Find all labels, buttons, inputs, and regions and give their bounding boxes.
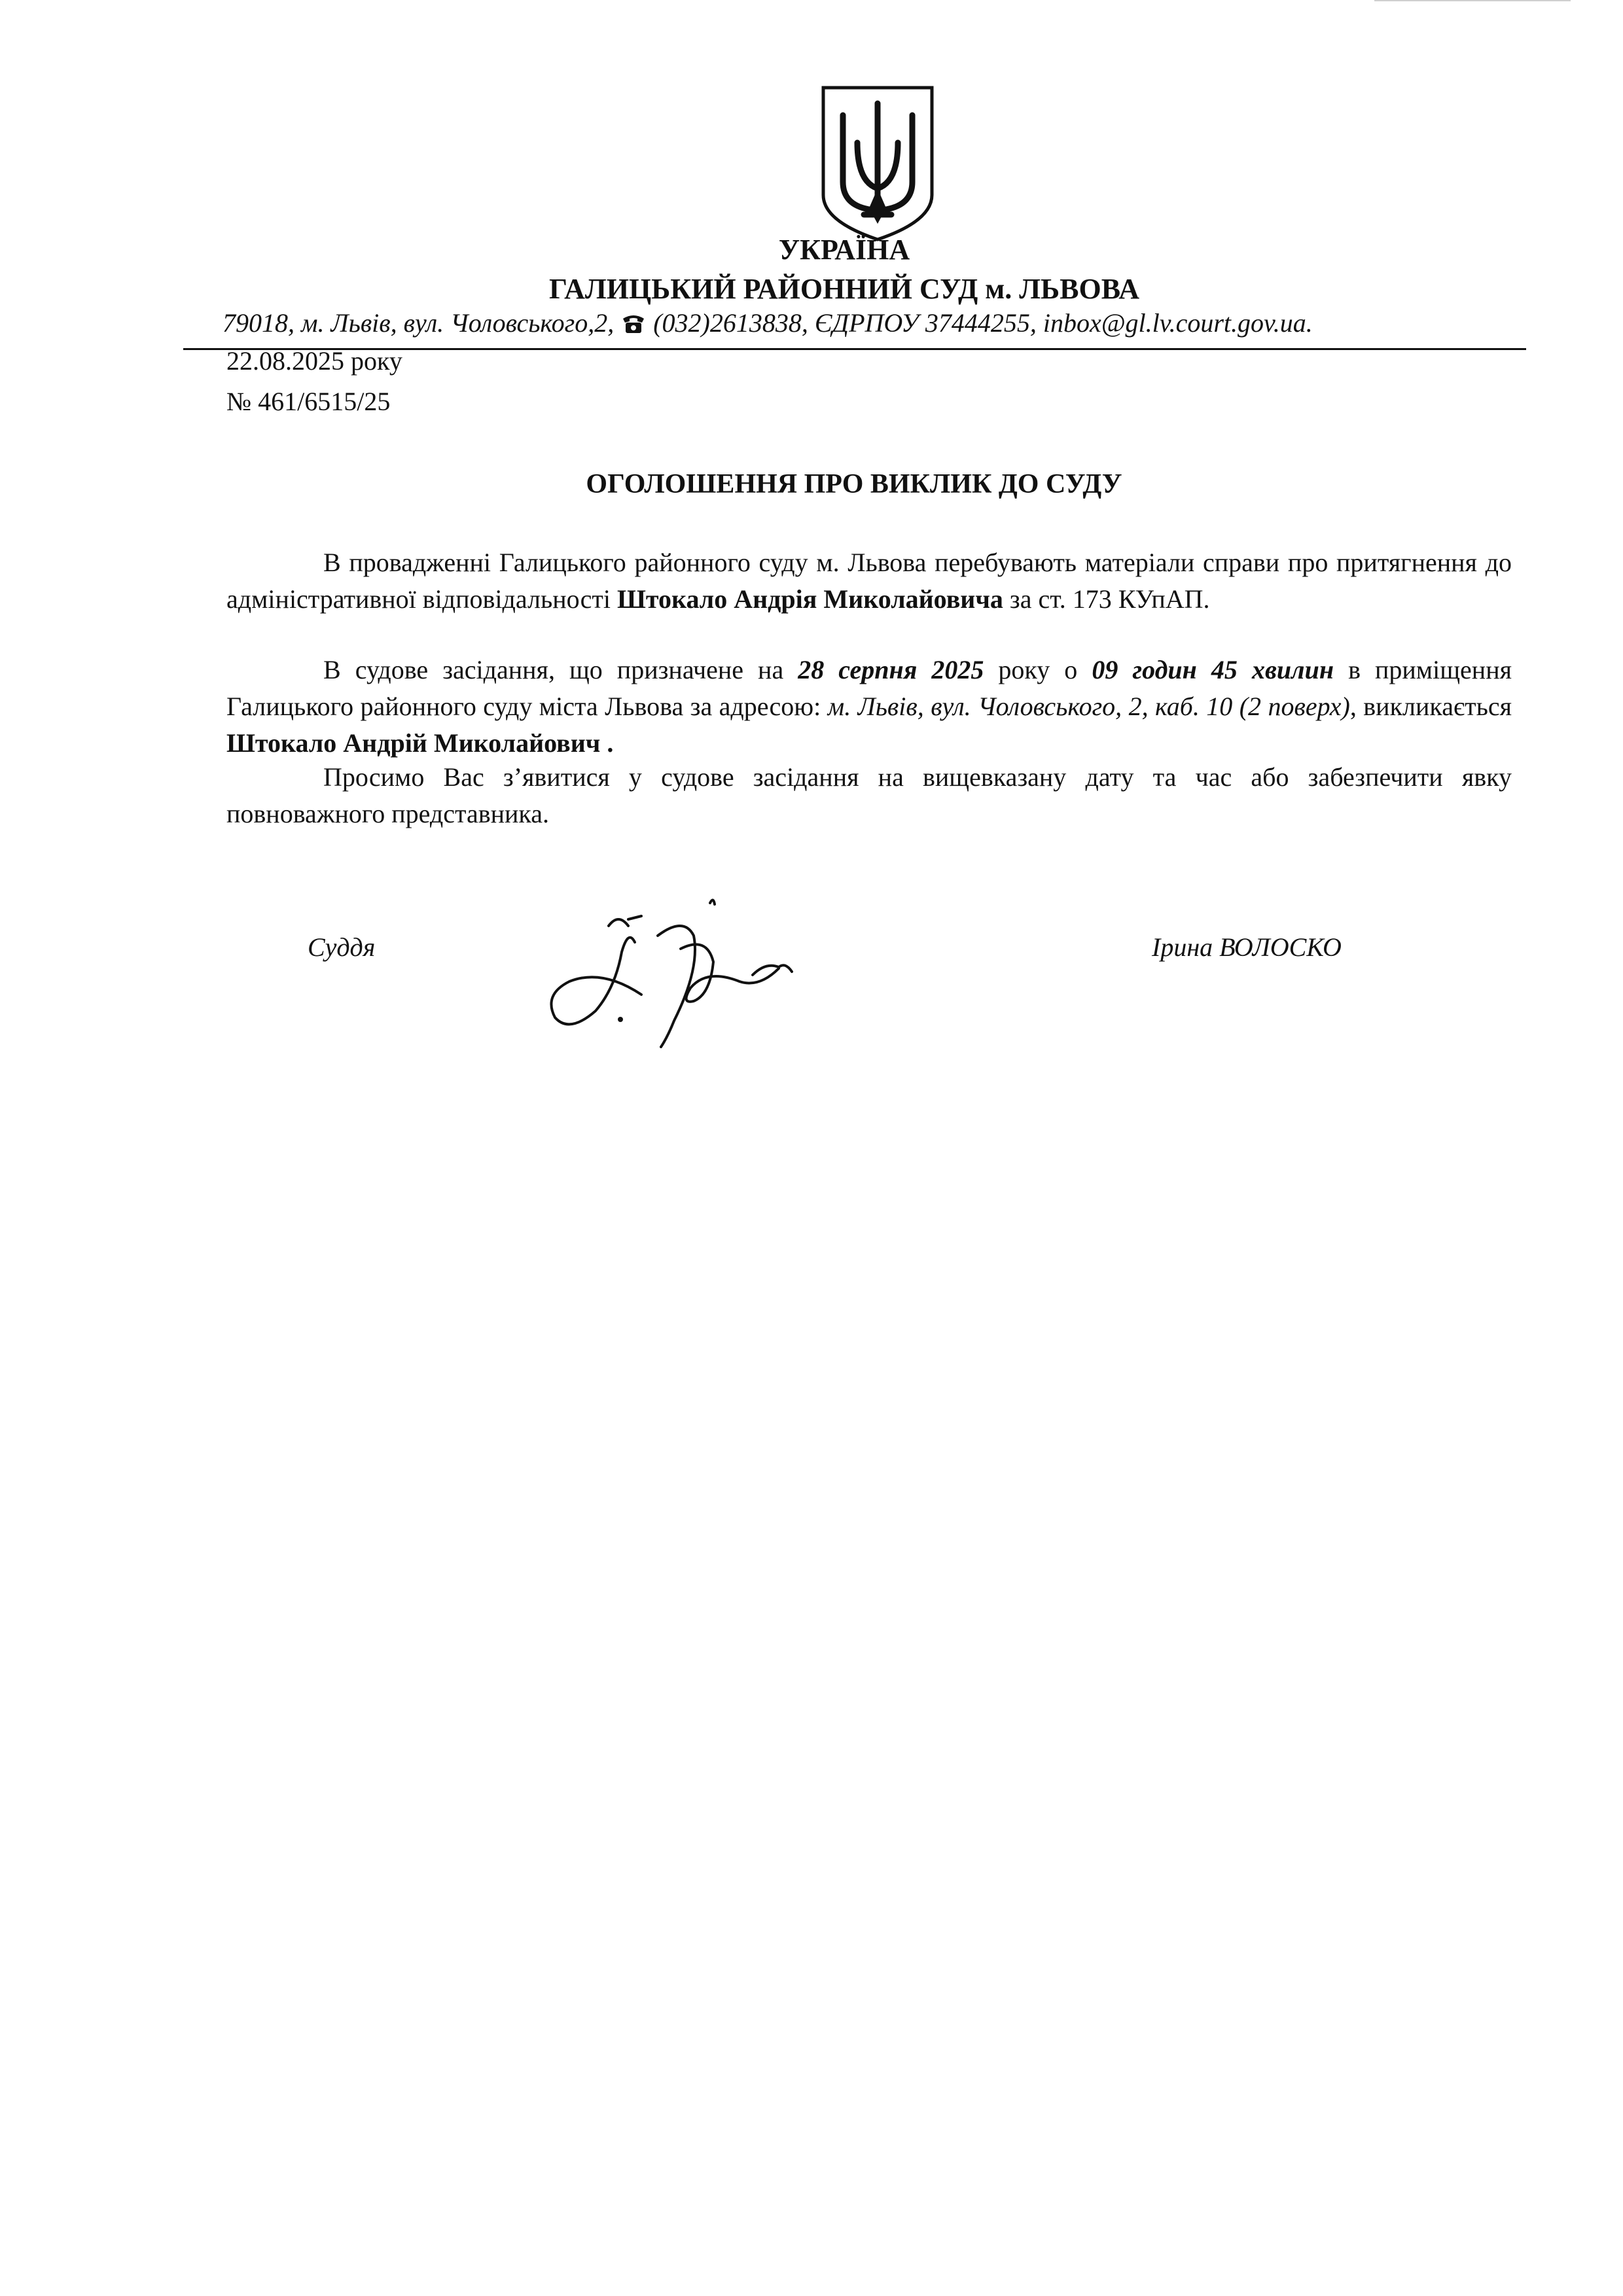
phone-icon [620,312,647,334]
court-name-heading: ГАЛИЦЬКИЙ РАЙОННИЙ СУД м. ЛЬВОВА [548,273,1140,305]
paragraph-case-info [226,544,1512,618]
paragraph-request: Просимо Вас з’явитися у судове засідання на вищевказану дату та час або забезпечити явку повноважного представника. [226,762,1512,828]
scan-artifact-line [1374,0,1571,4]
paragraph-hearing-info [226,652,1512,762]
p1-article: за ст. 173 КУпАП. [1003,584,1210,614]
p2-text-4: , викликається [1349,692,1512,721]
hearing-date: 28 серпня 2025 [798,655,984,684]
signature-role: Суддя [308,932,376,962]
p2-text-1: В судове засідання, що призначене на [323,655,798,684]
handwritten-signature [543,890,910,1053]
hearing-time: 09 годин 45 хвилин [1092,655,1334,684]
case-number: № 461/6515/25 [226,387,391,416]
document-title: ОГОЛОШЕННЯ ПРО ВИКЛИК ДО СУДУ [586,469,1122,499]
court-phone: (032)2613838, [653,308,808,338]
court-edrpou: ЄДРПОУ 37444255, [814,308,1037,338]
country-heading: УКРАЇНА [778,234,910,266]
coat-of-arms-icon [817,84,938,243]
p2-text-3: в приміщення Галицького районного суду міста Львова за адресою: [226,655,1512,721]
court-contacts-line [223,308,1505,338]
court-email: inbox@gl.lv.court.gov.ua. [1043,308,1313,338]
hearing-address: м. Львів, вул. Чоловського, 2, каб. 10 (2 поверх) [827,692,1350,721]
p2-defendant-name: Штокало Андрій Миколайович . [226,728,614,758]
p1-defendant-name: Штокало Андрія Миколайовича [616,584,1003,614]
p1-text: В провадженні Галицького районного суду м. Львова перебувають матеріали справи про притягнення до адміністративної відповідальності [226,548,1512,614]
judge-name: Ірина ВОЛОСКО [1152,932,1342,962]
court-address: 79018, м. Львів, вул. Чоловського,2, [223,308,615,338]
p2-text-2: року о [984,655,1092,684]
document-date: 22.08.2025 року [226,346,402,376]
